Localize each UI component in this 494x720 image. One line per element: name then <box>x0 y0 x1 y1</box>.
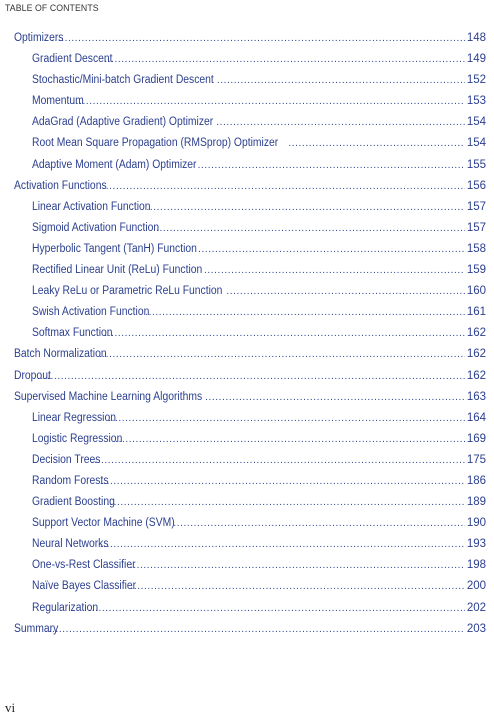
toc-entry[interactable] <box>14 31 486 52</box>
dot-leader <box>99 348 465 362</box>
toc-entry[interactable] <box>14 94 486 115</box>
toc-entry-title[interactable]: Neural Networks <box>32 538 109 551</box>
toc-entry-title[interactable]: Naïve Bayes Classifier <box>32 580 137 593</box>
toc-entry-title[interactable]: Linear Regression <box>32 411 117 424</box>
toc-entry[interactable] <box>14 263 486 284</box>
toc-entry-page-number[interactable]: 169 <box>466 432 486 445</box>
toc-entry-page-number[interactable]: 154 <box>466 137 486 150</box>
toc-entry[interactable] <box>14 347 486 368</box>
toc-entry-title[interactable]: Linear Activation Function <box>32 200 151 213</box>
dot-leader <box>198 243 465 257</box>
dot-leader <box>173 517 465 531</box>
toc-entry[interactable] <box>14 115 486 136</box>
toc-entry[interactable] <box>14 158 486 179</box>
dot-leader <box>130 559 465 573</box>
toc-entry-page-number[interactable]: 161 <box>466 306 486 319</box>
toc-entry-title[interactable]: Sigmoid Activation Function <box>32 221 160 234</box>
dot-leader <box>217 74 465 88</box>
toc-entry[interactable] <box>14 411 486 432</box>
dot-leader <box>156 222 465 236</box>
toc-entry-title[interactable]: Dropout <box>14 369 51 382</box>
toc-entry-title[interactable]: Rectified Linear Unit (ReLu) Function <box>32 264 203 277</box>
toc-entry-title[interactable]: Decision Trees <box>32 453 101 466</box>
dot-leader <box>288 137 465 151</box>
toc-entry-page-number[interactable]: 189 <box>466 496 486 509</box>
toc-entry[interactable] <box>14 390 486 411</box>
toc-entry[interactable] <box>14 136 486 157</box>
dot-leader <box>104 327 465 341</box>
toc-entry[interactable] <box>14 622 486 643</box>
toc-entry[interactable] <box>14 221 486 242</box>
dot-leader <box>131 580 465 594</box>
toc-entry[interactable] <box>14 73 486 94</box>
toc-entry[interactable] <box>14 558 486 579</box>
toc-entry-page-number[interactable]: 152 <box>466 74 486 87</box>
toc-entry-page-number[interactable]: 203 <box>466 622 486 635</box>
toc-entry[interactable] <box>14 579 486 600</box>
toc-entry-page-number[interactable]: 157 <box>466 221 486 234</box>
toc-entry-title[interactable]: Adaptive Moment (Adam) Optimizer <box>32 158 197 171</box>
dot-leader <box>51 32 465 46</box>
dot-leader <box>91 454 465 468</box>
dot-leader <box>107 496 465 510</box>
toc-entry-page-number[interactable]: 175 <box>466 453 486 466</box>
dot-leader <box>100 475 465 489</box>
toc-entry-page-number[interactable]: 156 <box>466 179 486 192</box>
toc-entry[interactable] <box>14 453 486 474</box>
toc-entry-page-number[interactable]: 160 <box>466 285 486 298</box>
toc-entry-page-number[interactable]: 155 <box>466 158 486 171</box>
dot-leader <box>226 285 465 299</box>
toc-entry-page-number[interactable]: 198 <box>466 559 486 572</box>
toc-entry-title[interactable]: Support Vector Machine (SVM) <box>32 517 175 530</box>
toc-entry-title[interactable]: Gradient Descent <box>32 53 113 66</box>
toc-entry-title[interactable]: Batch Normalization <box>14 348 107 361</box>
dot-leader <box>99 180 465 194</box>
toc-entry-page-number[interactable]: 158 <box>466 242 486 255</box>
toc-entry-page-number[interactable]: 190 <box>466 517 486 530</box>
toc-entry[interactable] <box>14 432 486 453</box>
dot-leader <box>115 433 465 447</box>
dot-leader <box>147 201 465 215</box>
dot-leader <box>104 53 465 67</box>
toc-entry[interactable] <box>14 200 486 221</box>
page-number: vi <box>5 700 16 715</box>
toc-entry-title[interactable]: Gradient Boosting <box>32 496 115 509</box>
toc-entry-page-number[interactable]: 162 <box>466 369 486 382</box>
dot-leader <box>108 412 465 426</box>
toc-entry-title[interactable]: Supervised Machine Learning Algorithms <box>14 390 203 403</box>
toc-entry[interactable] <box>14 537 486 558</box>
toc-entry-page-number[interactable]: 162 <box>466 327 486 340</box>
dot-leader <box>100 538 465 552</box>
toc-entry-page-number[interactable]: 163 <box>466 390 486 403</box>
toc-entry[interactable] <box>14 52 486 73</box>
dot-leader <box>205 391 465 405</box>
toc-entry-page-number[interactable]: 193 <box>466 538 486 551</box>
toc-entry[interactable] <box>14 284 486 305</box>
toc-entry[interactable] <box>14 242 486 263</box>
toc-entry-title[interactable]: Random Forests <box>32 474 109 487</box>
dot-leader <box>88 602 465 616</box>
toc-entry-title[interactable]: Root Mean Square Propagation (RMSprop) Optimizer <box>32 137 279 150</box>
toc-entry-title[interactable]: Logistic Regression <box>32 432 123 445</box>
toc-entry[interactable] <box>14 516 486 537</box>
dot-leader <box>216 116 465 130</box>
toc-entry-page-number[interactable]: 202 <box>466 601 486 614</box>
toc-entry-title[interactable]: Leaky ReLu or Parametric ReLu Function <box>32 285 223 298</box>
toc-entry-page-number[interactable]: 153 <box>466 95 486 108</box>
toc-entry-page-number[interactable]: 200 <box>466 580 486 593</box>
dot-leader <box>45 623 465 637</box>
table-of-contents <box>14 31 486 643</box>
toc-entry-title[interactable]: Regularization <box>32 601 99 614</box>
page-header: TABLE OF CONTENTS <box>5 3 99 14</box>
toc-entry-title[interactable]: Momentum <box>32 95 84 108</box>
toc-entry[interactable] <box>14 474 486 495</box>
toc-entry-title[interactable]: Activation Functions <box>14 179 107 192</box>
toc-entry-title[interactable]: One-vs-Rest Classifier <box>32 559 136 572</box>
toc-entry-page-number[interactable]: 162 <box>466 348 486 361</box>
toc-entry-page-number[interactable]: 164 <box>466 411 486 424</box>
toc-entry-title[interactable]: Stochastic/Mini-batch Gradient Descent <box>32 74 214 87</box>
toc-entry[interactable] <box>14 179 486 200</box>
toc-entry[interactable] <box>14 326 486 347</box>
toc-entry[interactable] <box>14 601 486 622</box>
toc-entry-page-number[interactable]: 186 <box>466 474 486 487</box>
dot-leader <box>198 159 465 173</box>
dot-leader <box>145 306 465 320</box>
toc-entry-title[interactable]: Softmax Function <box>32 327 113 340</box>
toc-entry-page-number[interactable]: 157 <box>466 200 486 213</box>
dot-leader <box>72 95 465 109</box>
dot-leader <box>204 264 465 278</box>
toc-entry-title[interactable]: AdaGrad (Adaptive Gradient) Optimizer <box>32 116 214 129</box>
toc-entry[interactable] <box>14 495 486 516</box>
toc-entry-page-number[interactable]: 159 <box>466 264 486 277</box>
toc-entry-title[interactable]: Optimizers <box>14 32 64 44</box>
toc-entry[interactable] <box>14 305 486 326</box>
toc-entry-title[interactable]: Swish Activation Function <box>32 306 150 319</box>
toc-entry[interactable] <box>14 369 486 390</box>
toc-entry-page-number[interactable]: 149 <box>466 53 486 66</box>
toc-entry-page-number[interactable]: 148 <box>466 32 486 44</box>
dot-leader <box>37 370 465 384</box>
toc-entry-page-number[interactable]: 154 <box>466 116 486 129</box>
toc-entry-title[interactable]: Hyperbolic Tangent (TanH) Function <box>32 242 197 255</box>
toc-entry-title[interactable]: Summary <box>14 622 59 635</box>
